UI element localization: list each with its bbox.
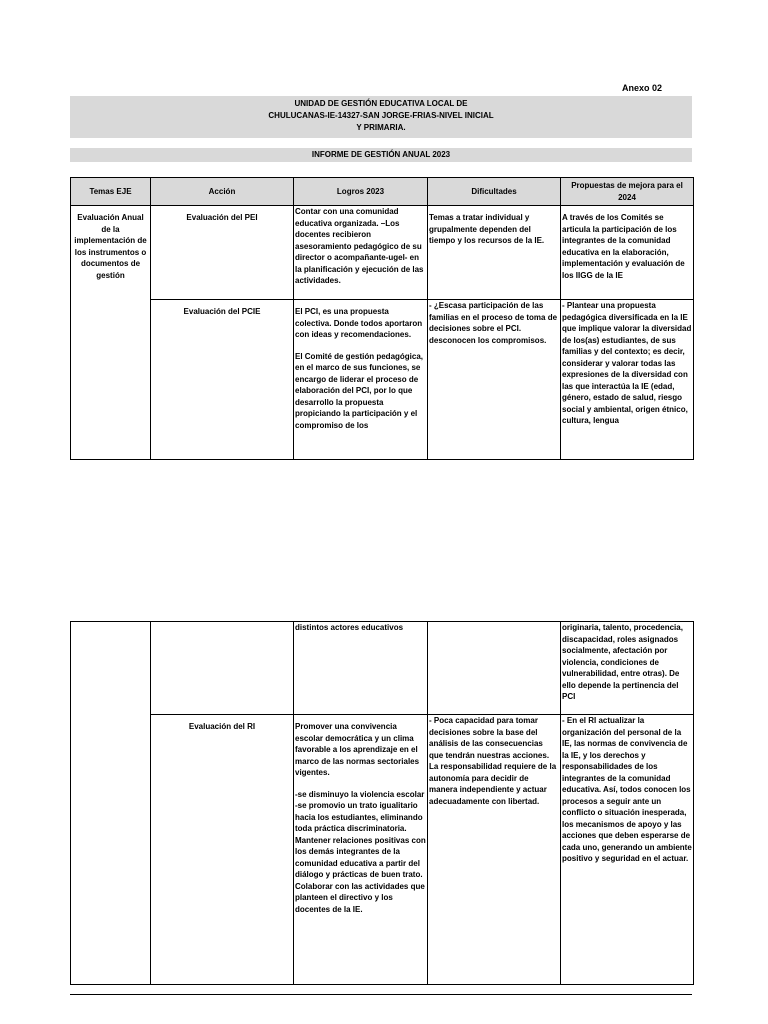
- tema-cell-continued: [71, 622, 151, 985]
- table-row-pcie-continued: [71, 622, 694, 715]
- col-header-accion: Acción: [151, 178, 294, 206]
- tema-cell: Evaluación Anual de la implementación de los instrumentos o documentos de gestión: [71, 206, 151, 460]
- report-title: INFORME DE GESTIÓN ANUAL 2023: [70, 148, 692, 162]
- report-table-page-1: [70, 177, 694, 460]
- logros-cell-ri: [294, 715, 428, 985]
- accion-cell-ri: Evaluación del RI: [151, 715, 294, 985]
- logros-pcie-paragraph-2: El Comité de gestión pedagógica, en el marco de sus funciones, se encargo de liderar el proceso de elaboración del PCI, por lo que desarrollo la propuesta propiciando la participación y el compromiso de los: [295, 351, 424, 430]
- logros-cell-pei: Contar con una comunidad educativa organizada. –Los docentes recibieron asesoramiento pedagógico de su director o acompañante-ugel- en la planificación y ejecución de las actividades.: [294, 206, 428, 300]
- col-header-propuestas: Propuestas de mejora para el 2024: [561, 178, 694, 206]
- propuestas-cell-pcie: - Plantear una propuesta pedagógica diversificada en la IE que implique valorar la diversidad de los(as) estudiantes, de sus familias y del contexto; es decir, considerar y valorar todas las expresiones de la diversidad con las que interactúa la IE (edad, género, estado de salud, riesgo social y ambiental, origen étnico, cultura, lengua: [561, 300, 694, 460]
- logros-pcie-paragraph-1: El PCI, es una propuesta colectiva. Donde todos aportaron con ideas y recomendaciones.: [295, 307, 423, 339]
- logros-cell-pcie: [294, 300, 428, 460]
- table-row-ri: [71, 715, 694, 985]
- table-row-pei: [71, 206, 694, 300]
- table-header-row: [71, 178, 694, 206]
- header-line-3: Y PRIMARIA.: [356, 123, 406, 132]
- propuestas-cell-pcie-continued: originaria, talento, procedencia, discapacidad, roles asignados socialmente, afectación por violencia, condiciones de vulnerabilidad, entre otras). De ello depende la pertinencia del PCI: [561, 622, 694, 715]
- logros-cell-pcie-continued: distintos actores educativos: [294, 622, 428, 715]
- accion-cell-pei: Evaluación del PEI: [151, 206, 294, 300]
- report-table-page-2: [70, 621, 694, 985]
- table-row-pcie: [71, 300, 694, 460]
- col-header-temas: Temas EJE: [71, 178, 151, 206]
- propuestas-cell-pei: A través de los Comités se articula la participación de los integrantes de la comunidad educativa en la elaboración, implementación y evaluación de los IIGG de la IE: [561, 206, 694, 300]
- dificultades-cell-pcie-continued: [428, 622, 561, 715]
- col-header-logros: Logros 2023: [294, 178, 428, 206]
- propuestas-cell-ri: - En el RI actualizar la organización del personal de la IE, las normas de convivencia de la IE, y los derechos y responsabilidades de los integrantes de la comunidad educativa. Así, todos conocen los procesos a seguir ante un conflicto o situación inesperada, los mecanismos de apoyo y las acciones que deben esperarse de cada uno, generando un ambiente positivo y seguridad en el actuar.: [561, 715, 694, 985]
- dificultades-cell-ri: - Poca capacidad para tomar decisiones sobre la base del análisis de las consecuencias que tendrán nuestras acciones. La responsabilidad requiere de la autonomía para decidir de manera independiente y actuar adecuadamente con libertad.: [428, 715, 561, 985]
- dificultades-cell-pei: Temas a tratar individual y grupalmente dependen del tiempo y los recursos de la IE.: [428, 206, 561, 300]
- dificultades-cell-pcie: - ¿Escasa participación de las familias en el proceso de toma de decisiones sobre el PCI. desconocen los compromisos.: [428, 300, 561, 460]
- annex-label: Anexo 02: [622, 83, 663, 93]
- header-line-1: UNIDAD DE GESTIÓN EDUCATIVA LOCAL DE: [294, 99, 468, 108]
- page-bottom-rule: [70, 994, 692, 995]
- logros-ri-paragraph-2: -se disminuyo la violencia escolar -se promovio un trato igualitario hacia los estudiantes, eliminando toda práctica discriminatoria. Mantener relaciones positivas con los demás integrantes de la comunidad educativa a partir del diálogo y prácticas de buen trato. Colaborar con las actividades que planteen el directivo y los docentes de la IE.: [295, 789, 426, 914]
- header-line-2: CHULUCANAS-IE-14327-SAN JORGE-FRIAS-NIVEL INICIAL: [268, 111, 494, 120]
- accion-cell-pcie: Evaluación del PCIE: [151, 300, 294, 460]
- col-header-dificultades: Dificultades: [428, 178, 561, 206]
- logros-ri-paragraph-1: Promover una convivencia escolar democrática y un clima favorable a los aprendizaje en el marco de las normas sectoriales vigentes.: [295, 722, 420, 777]
- accion-cell-pcie-continued: [151, 622, 294, 715]
- header-box: [70, 96, 692, 138]
